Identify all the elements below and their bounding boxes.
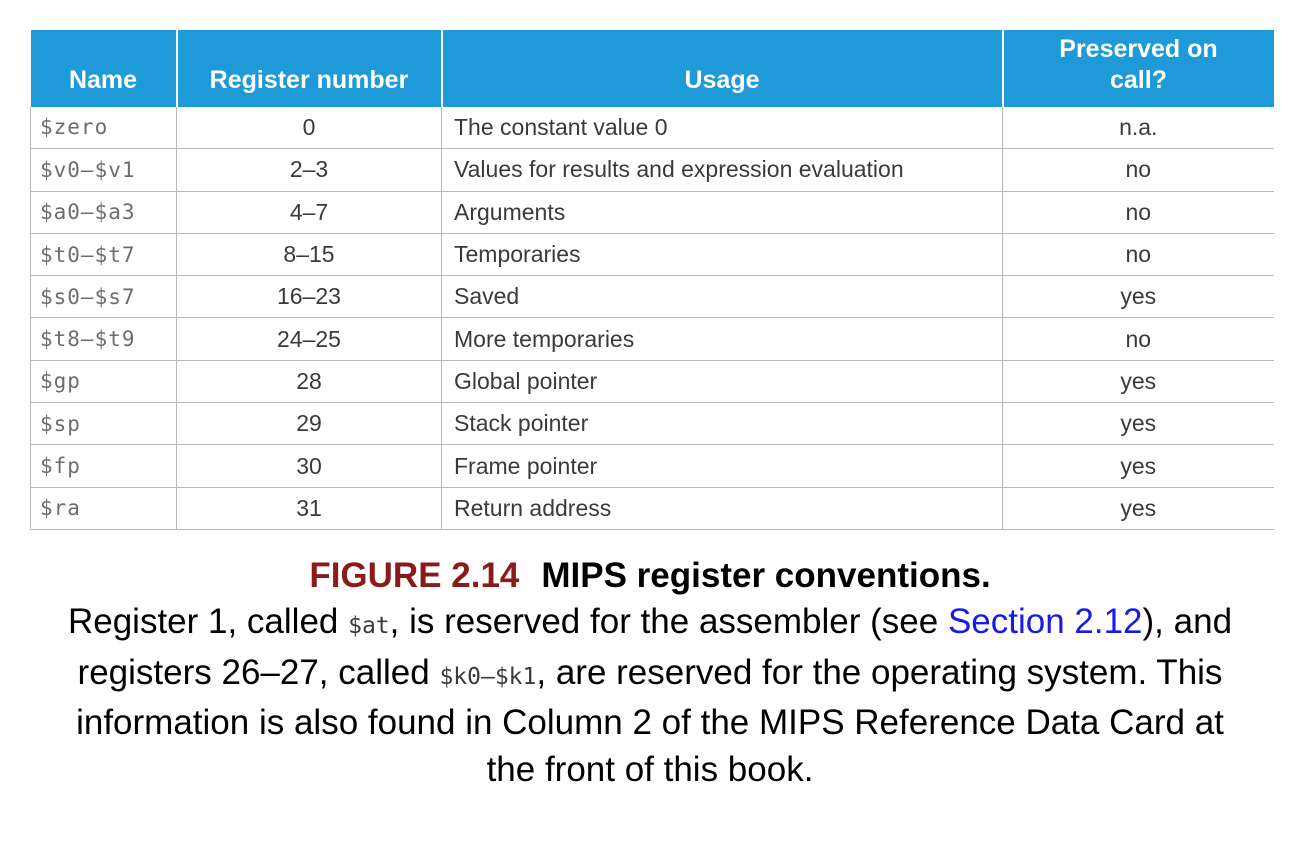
register-name: $t0–$t7 — [31, 233, 177, 275]
register-usage: More temporaries — [442, 318, 1003, 360]
register-name: $ra — [31, 487, 177, 529]
register-name: $v0–$v1 — [31, 149, 177, 191]
register-preserved: yes — [1003, 445, 1274, 487]
register-conventions-table — [30, 30, 1274, 530]
register-preserved: no — [1003, 191, 1274, 233]
table-row — [31, 360, 1274, 402]
register-name: $s0–$s7 — [31, 276, 177, 318]
register-number: 2–3 — [177, 149, 442, 191]
register-number: 4–7 — [177, 191, 442, 233]
caption-title — [0, 553, 1300, 599]
register-number: 30 — [177, 445, 442, 487]
caption-text: , are reserved for the operating system. This information is also found in Column 2 of the MIPS Reference Data Card at the front of this book. — [76, 652, 1224, 789]
header-usage: Usage — [442, 30, 1003, 107]
table-row — [31, 233, 1274, 275]
caption-text: Register 1, called — [67, 602, 349, 641]
register-usage: Stack pointer — [442, 403, 1003, 445]
register-preserved: no — [1003, 318, 1274, 360]
register-usage: Temporaries — [442, 233, 1003, 275]
register-name: $gp — [31, 360, 177, 402]
figure-caption — [0, 553, 1300, 793]
register-usage: Frame pointer — [442, 445, 1003, 487]
header-preserved-line1: Preserved on — [1059, 35, 1218, 63]
table-row — [31, 276, 1274, 318]
header-preserved-line2: call? — [1110, 66, 1167, 95]
register-number: 0 — [177, 107, 442, 149]
figure-label: FIGURE 2.14 — [309, 556, 520, 595]
register-usage: Global pointer — [442, 360, 1003, 402]
table-row — [31, 445, 1274, 487]
register-number: 29 — [177, 403, 442, 445]
register-name: $a0–$a3 — [31, 191, 177, 233]
caption-body — [50, 599, 1250, 793]
register-name: $zero — [31, 107, 177, 149]
register-usage: The constant value 0 — [442, 107, 1003, 149]
header-register-number: Register number — [177, 30, 442, 107]
register-number: 28 — [177, 360, 442, 402]
table-row — [31, 191, 1274, 233]
register-name: $fp — [31, 445, 177, 487]
figure-title: MIPS register conventions. — [541, 556, 991, 595]
register-usage: Return address — [442, 487, 1003, 529]
header-preserved-on-call — [1003, 30, 1274, 107]
table-header-row — [31, 30, 1274, 107]
register-preserved: no — [1003, 149, 1274, 191]
table-row — [31, 403, 1274, 445]
table-row — [31, 487, 1274, 529]
register-preserved: yes — [1003, 403, 1274, 445]
table-row — [31, 318, 1274, 360]
register-usage: Saved — [442, 276, 1003, 318]
register-preserved: yes — [1003, 487, 1274, 529]
caption-text: ), and registers 26–27, called — [77, 602, 1233, 692]
caption-code-at: $at — [348, 613, 390, 639]
register-number: 24–25 — [177, 318, 442, 360]
table-row — [31, 107, 1274, 149]
section-link[interactable]: Section 2.12 — [947, 602, 1143, 641]
register-number: 16–23 — [177, 276, 442, 318]
caption-code-k0-k1: $k0–$k1 — [439, 663, 537, 690]
register-usage: Arguments — [442, 191, 1003, 233]
register-usage: Values for results and expression evaluation — [442, 149, 1003, 191]
caption-text: , is reserved for the assembler (see — [389, 602, 948, 641]
header-name: Name — [31, 30, 177, 107]
register-preserved: n.a. — [1003, 107, 1274, 149]
register-preserved: yes — [1003, 276, 1274, 318]
register-number: 31 — [177, 487, 442, 529]
register-name: $t8–$t9 — [31, 318, 177, 360]
register-preserved: no — [1003, 233, 1274, 275]
register-preserved: yes — [1003, 360, 1274, 402]
register-number: 8–15 — [177, 233, 442, 275]
table-row — [31, 149, 1274, 191]
register-name: $sp — [31, 403, 177, 445]
